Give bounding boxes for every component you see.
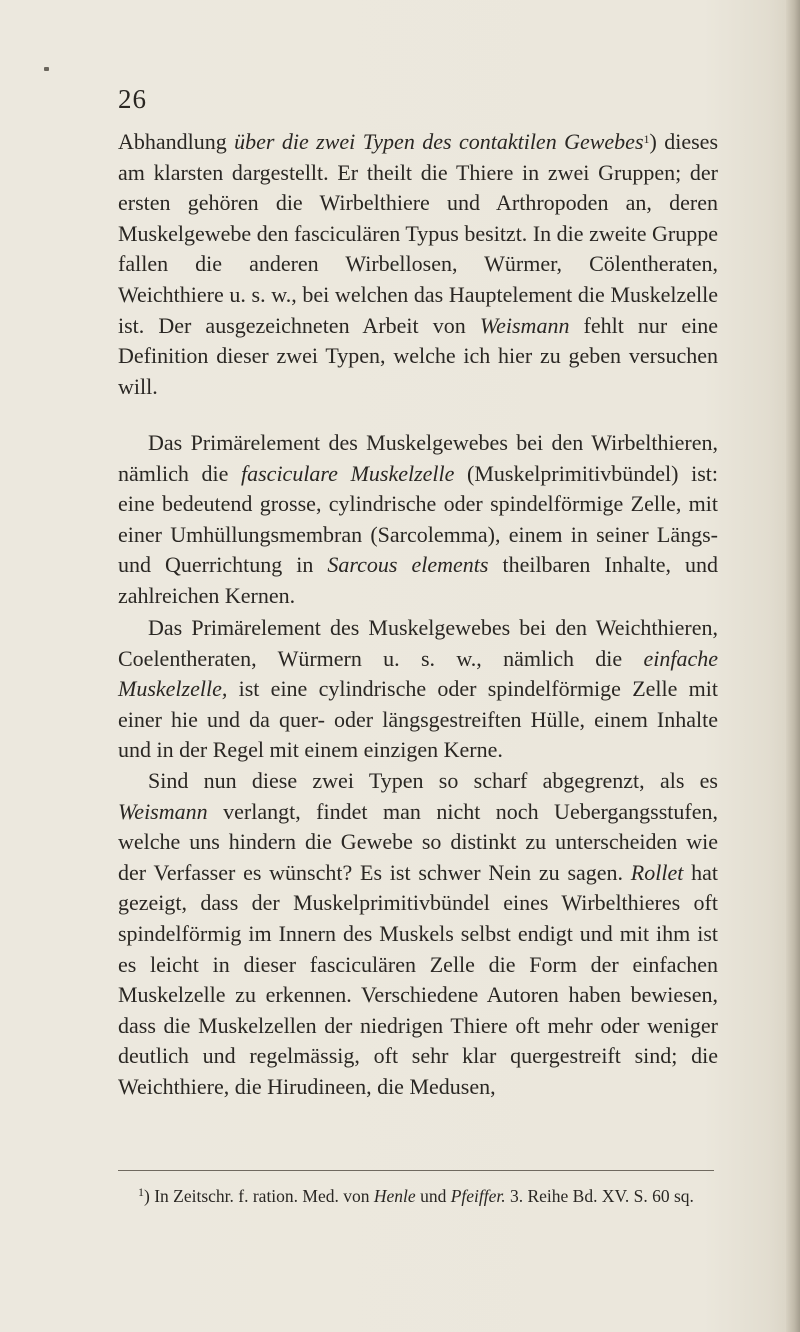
text-run: Das Primärelement des Muskelgewebes bei den Wirbelthieren, nämlich die — [118, 430, 718, 486]
footnote-divider — [118, 1170, 714, 1171]
text-run: ist eine cylindrische oder spindelförmige Zelle mit einer hie und da quer- oder längsgestreiften Hülle, einem Inhalte und in der Regel mit einem einzigen Kerne. — [118, 676, 718, 763]
italic-author-name: Rollet — [630, 859, 684, 885]
text-run: ) In Zeitschr. f. ration. Med. von — [144, 1186, 374, 1206]
text-run: fehlt nur eine Definition dieser zwei Typen, welche ich hier zu geben versuchen will. — [118, 312, 718, 399]
text-run: ) dieses am klarsten dargestellt. Er theilt die Thiere in zwei Gruppen; der ersten gehören die Wirbelthiere und Arthropoden an, deren Muskelgewebe den fasciculären Typus besitzt. In die zweite Gruppe fallen die anderen Wirbellosen, Würmer, Cölentheraten, Weichthiere u. s. w., bei welchen das Hauptelement die Muskelzelle ist. Der ausgezeichneten Arbeit von — [118, 129, 719, 338]
text-run: verlangt, findet man nicht noch Uebergangsstufen, welche uns hindern die Gewebe so distinkt zu unterscheiden wie der Verfasser es wünscht? Es ist schwer Nein zu sagen. — [118, 798, 718, 885]
paragraph-4 — [118, 766, 718, 1103]
page-edge-shadow — [786, 0, 800, 1332]
footnote-marker: 1 — [138, 1185, 144, 1199]
text-run: Sind nun diese zwei Typen so scharf abgegrenzt, als es — [148, 768, 718, 793]
footnote — [118, 1180, 718, 1209]
page-number: 26 — [118, 84, 147, 114]
italic-term: Sarcous elements — [327, 552, 489, 578]
text-run: (Muskelprimitivbündel) ist: eine bedeutend grosse, cylindrische oder spindelförmige Zelle, mit einer Umhüllungsmembran (Sarcolemma), einem in seiner Längs- und Querrichtung in — [118, 460, 718, 578]
italic-term: einfache Muskelzelle, — [118, 645, 718, 702]
italic-author-name: Henle — [373, 1186, 416, 1206]
paragraph-3 — [118, 613, 718, 766]
ink-speck — [44, 67, 49, 71]
text-run: Das Primärelement des Muskelgewebes bei den Weichthieren, Coelentheraten, Würmern u. s. w., nämlich die — [118, 615, 718, 671]
text-run: und — [415, 1186, 451, 1206]
paragraph-1 — [118, 124, 718, 402]
italic-term: fasciculare Muskelzelle — [241, 460, 455, 486]
text-run: hat gezeigt, dass der Muskelprimitivbündel eines Wirbelthieres oft spindelförmig im Innern des Muskels selbst endigt und mit ihm ist es leicht in dieser fasciculären Zelle die Form der einfachen Muskelzelle zu erkennen. Verschiedene Autoren haben bewiesen, dass die Muskelzellen der niedrigen Thiere oft mehr oder weniger deutlich und regelmässig, oft sehr klar quergestreift sind; die Weichthiere, die Hirudineen, die Medusen, — [118, 859, 718, 1099]
italic-author-name: Weismann — [118, 798, 208, 824]
text-run: Abhandlung — [118, 129, 235, 154]
italic-title: über die zwei Typen des contaktilen Gewebes — [234, 129, 644, 154]
italic-author-name: Pfeiffer. — [450, 1186, 506, 1206]
footnote-reference: 1 — [643, 132, 650, 146]
italic-author-name: Weismann — [479, 312, 570, 338]
text-run: 3. Reihe Bd. XV. S. 60 sq. — [505, 1186, 694, 1206]
paragraph-2 — [118, 428, 718, 612]
text-run: theilbaren Inhalte, und zahlreichen Kernen. — [118, 552, 718, 608]
